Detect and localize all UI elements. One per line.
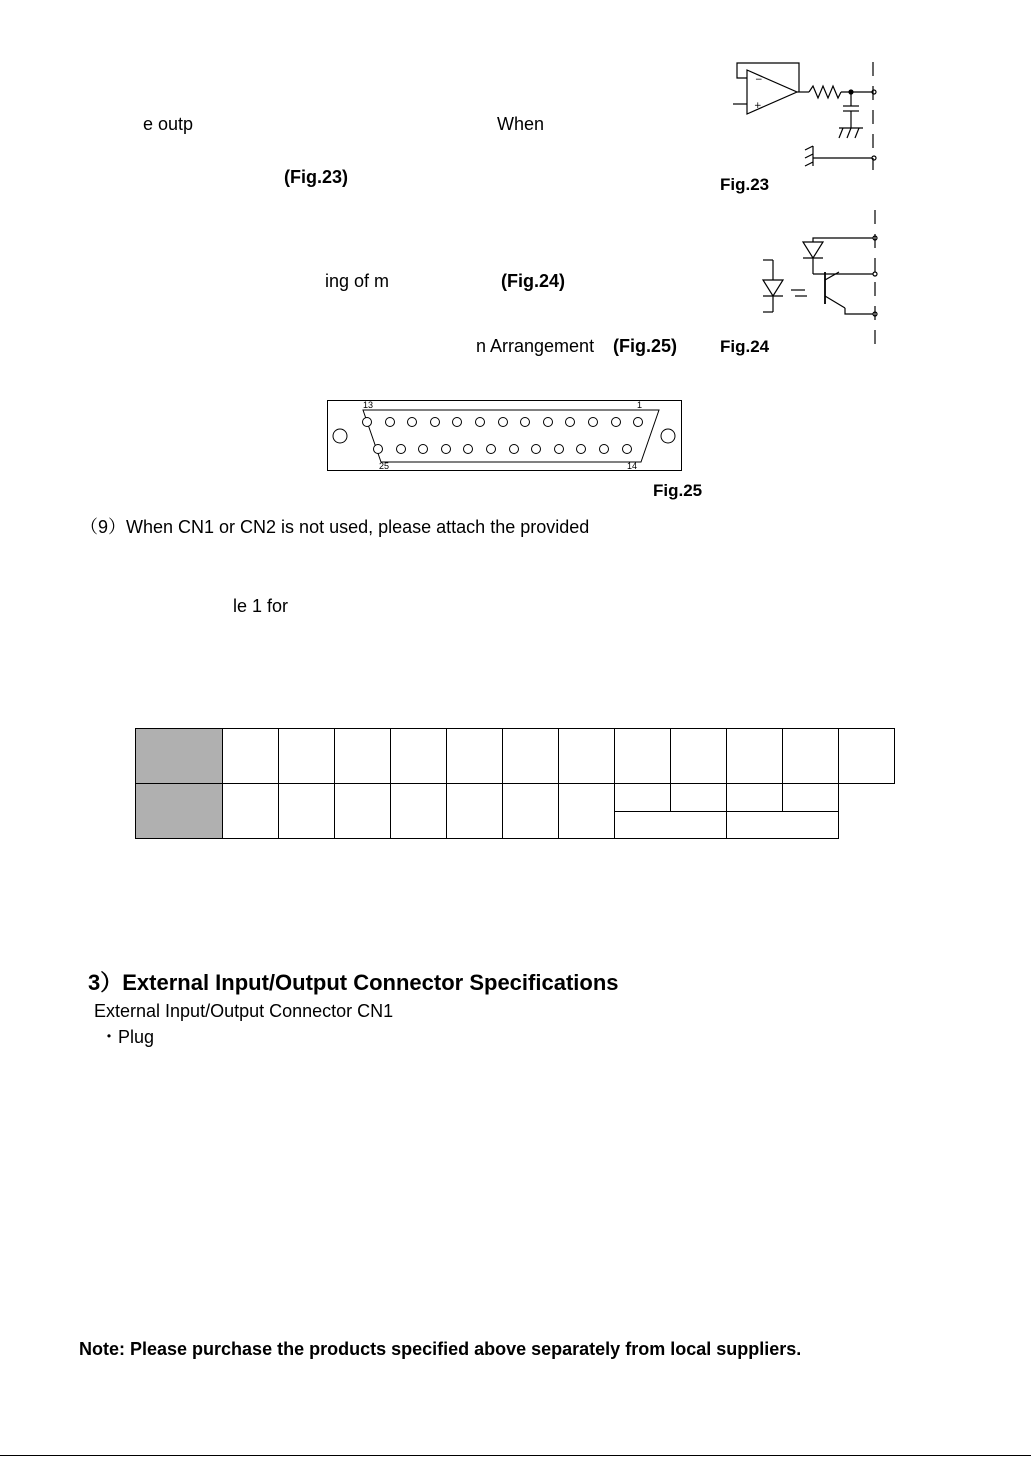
paragraph-1-right: When [497, 114, 545, 134]
connector-pin [588, 417, 598, 427]
table-cell [335, 729, 391, 784]
paragraph-table-ref: le 1 for [233, 596, 289, 616]
page-bottom-rule [0, 1455, 1031, 1456]
paragraph-1-left: e outp [143, 114, 194, 134]
paragraph-9: （9）When CN1 or CN2 is not used, please attach the provided [80, 517, 590, 537]
connector-pin [430, 417, 440, 427]
section-subheading: External Input/Output Connector CN1 [94, 1001, 394, 1021]
table-cell [391, 784, 447, 839]
table-cell [223, 784, 279, 839]
table-cell [503, 784, 559, 839]
connector-pin [611, 417, 621, 427]
pin-label-25: 25 [379, 461, 390, 471]
section-heading: 3）External Input/Output Connector Specifications [88, 970, 619, 995]
table-cell [615, 811, 727, 839]
table-cell [559, 729, 615, 784]
table-row [136, 784, 895, 812]
connector-pin [362, 417, 372, 427]
plug-bullet: ・Plug [100, 1027, 155, 1047]
table-cell [615, 784, 671, 812]
pin-label-1: 1 [637, 400, 643, 410]
connector-pin [385, 417, 395, 427]
table-cell [391, 729, 447, 784]
connector-pin [475, 417, 485, 427]
connector-pin [486, 444, 496, 454]
table-row [136, 729, 895, 784]
fig24-caption: Fig.24 [720, 337, 770, 356]
paragraph-2-fig-ref: (Fig.24) [501, 271, 566, 291]
table-cell [335, 784, 391, 839]
table-cell [223, 729, 279, 784]
fig23-caption: Fig.23 [720, 175, 770, 194]
fig25-caption: Fig.25 [653, 481, 703, 500]
paragraph-3-text: n Arrangement [476, 336, 595, 356]
table-cell [503, 729, 559, 784]
spec-table [135, 728, 895, 839]
table-cell [279, 784, 335, 839]
connector-pin [396, 444, 406, 454]
pin-label-13: 13 [363, 400, 374, 410]
connector-pin [373, 444, 383, 454]
svg-text:−: − [755, 75, 763, 85]
table-cell [447, 729, 503, 784]
table-cell [727, 784, 783, 812]
pin-label-14: 14 [627, 461, 638, 471]
connector-pin [441, 444, 451, 454]
table-header-cell [136, 784, 223, 839]
table-cell [839, 729, 895, 784]
fig24-photocoupler-diagram [755, 208, 885, 356]
purchase-note: Note: Please purchase the products specified above separately from local suppliers. [79, 1339, 802, 1359]
paragraph-1-fig-ref: (Fig.23) [284, 167, 349, 187]
table-cell [727, 811, 839, 839]
connector-pin [554, 444, 564, 454]
table-cell [559, 784, 615, 839]
paragraph-2-text: ing of m [325, 271, 390, 291]
table-cell [783, 729, 839, 784]
table-cell [279, 729, 335, 784]
connector-pin [498, 417, 508, 427]
fig23-circuit-diagram [725, 58, 885, 176]
fig25-connector-pinout [327, 400, 683, 472]
paragraph-3-fig-ref: (Fig.25) [613, 336, 678, 356]
table-header-cell [136, 729, 223, 784]
table-cell [671, 729, 727, 784]
table-cell [615, 729, 671, 784]
connector-pin [543, 417, 553, 427]
connector-pin [509, 444, 519, 454]
table-cell [447, 784, 503, 839]
svg-text:+: + [754, 101, 762, 111]
table-cell [783, 784, 839, 812]
table-cell [727, 729, 783, 784]
connector-pin [599, 444, 609, 454]
connector-pin [622, 444, 632, 454]
table-cell [671, 784, 727, 812]
